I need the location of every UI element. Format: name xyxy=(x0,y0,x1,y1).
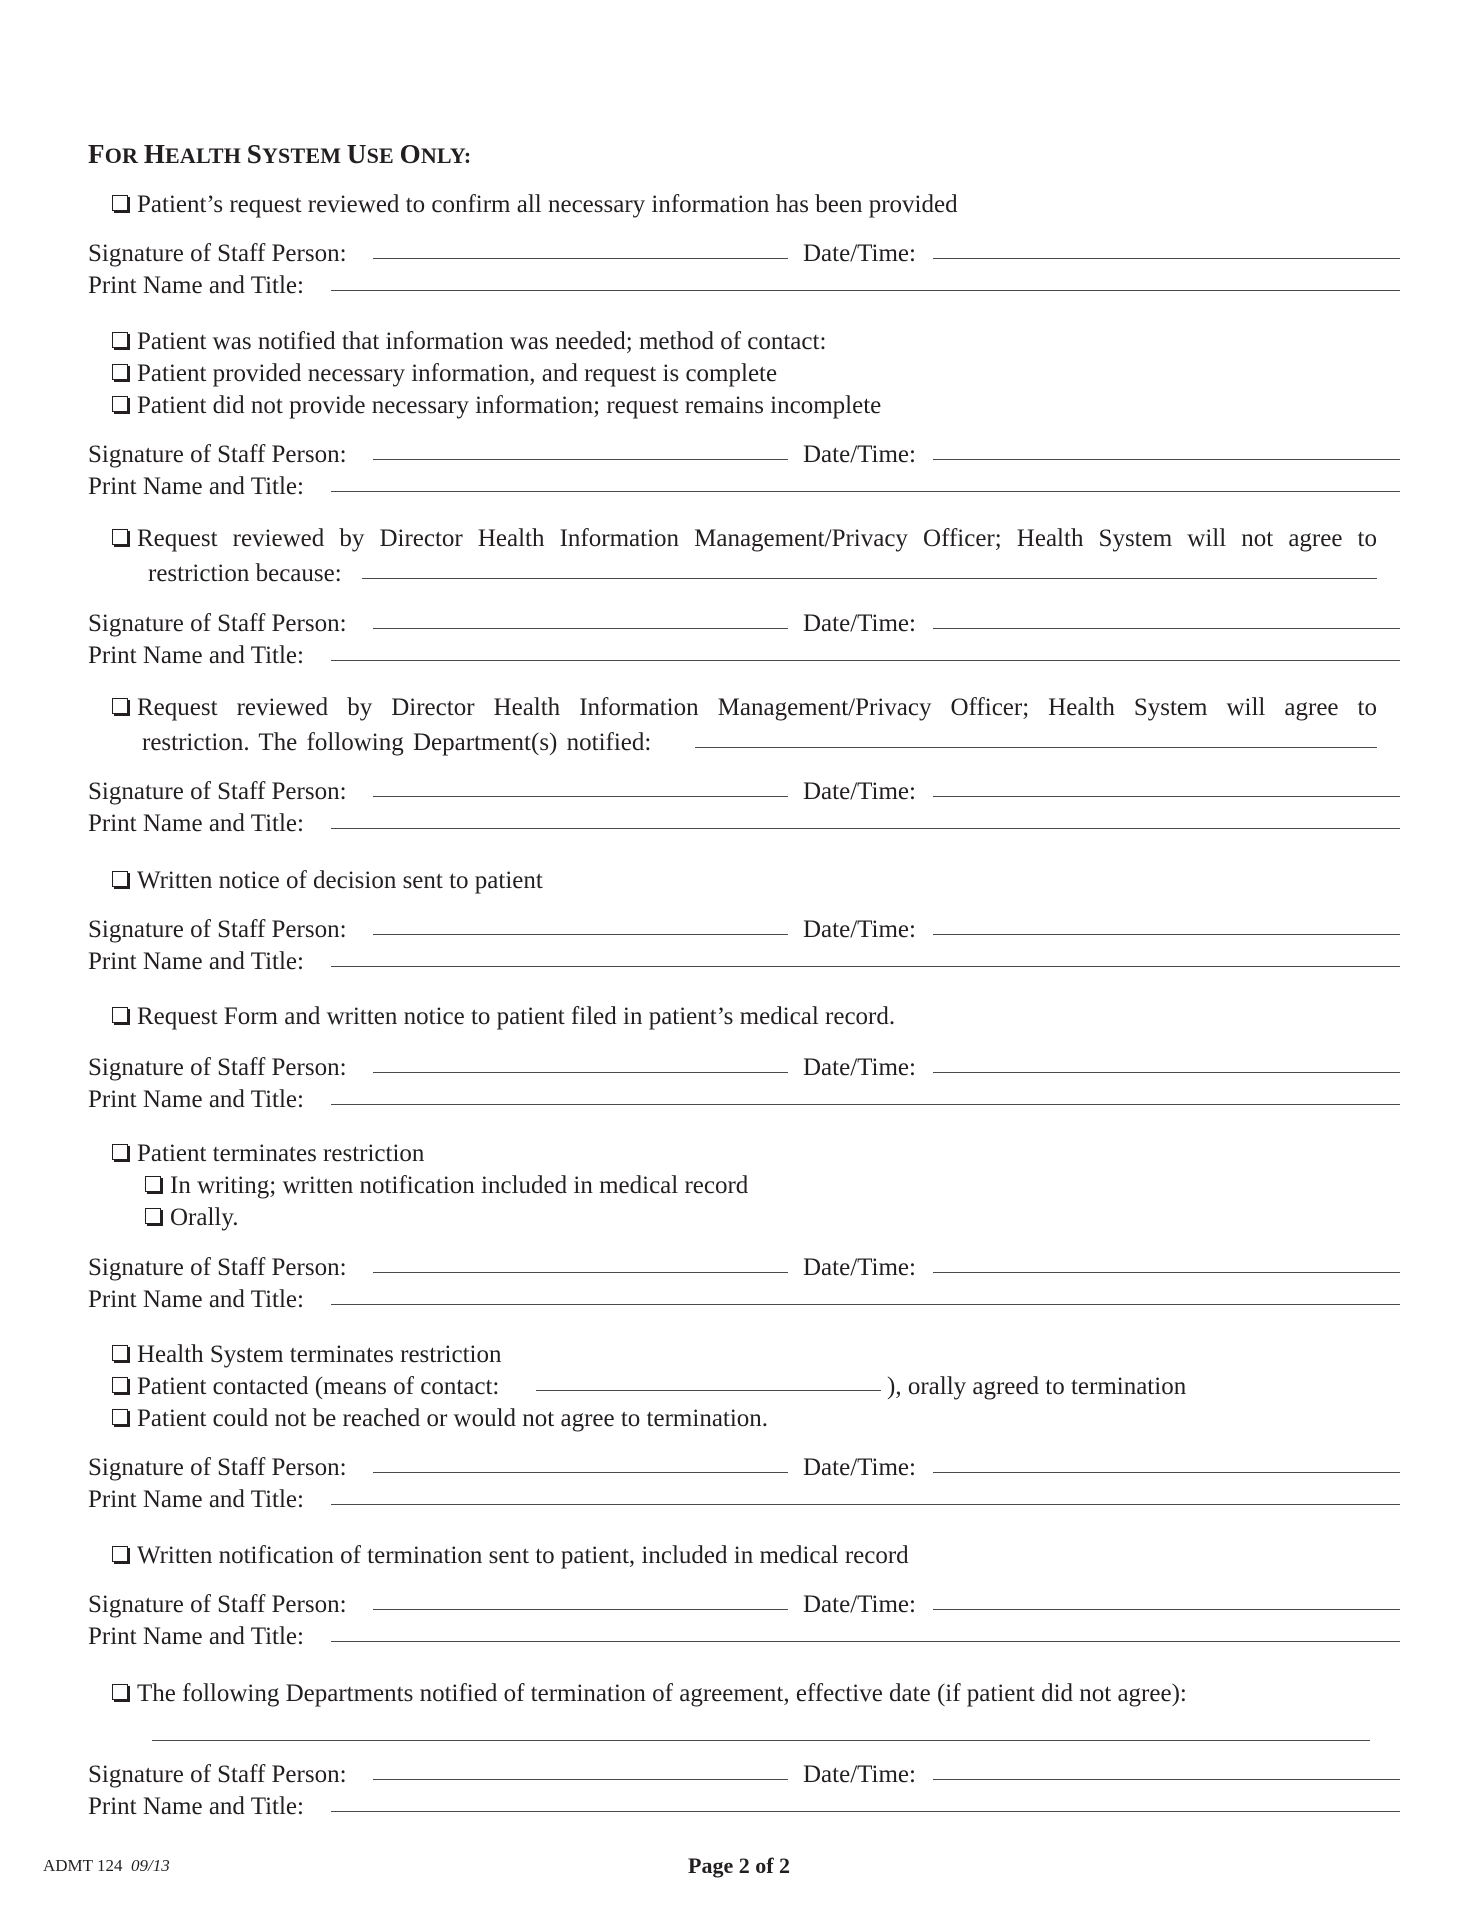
datetime-label: Date/Time: xyxy=(803,441,916,468)
form-revision-date: 09/13 xyxy=(131,1856,170,1875)
signature-label: Signature of Staff Person: xyxy=(88,1454,347,1481)
datetime-field[interactable] xyxy=(933,258,1400,259)
datetime-label: Date/Time: xyxy=(803,1254,916,1281)
heading-word: EALTH xyxy=(165,143,242,168)
checkbox-item-not-provided xyxy=(112,393,881,418)
datetime-field[interactable] xyxy=(933,459,1400,460)
means-of-contact-field[interactable] xyxy=(536,1390,881,1391)
datetime-label: Date/Time: xyxy=(803,240,916,267)
signature-field[interactable] xyxy=(373,1472,788,1473)
datetime-label: Date/Time: xyxy=(803,610,916,637)
checkbox[interactable] xyxy=(112,364,128,380)
signature-label: Signature of Staff Person: xyxy=(88,610,347,637)
signature-field[interactable] xyxy=(373,258,788,259)
heading-letter: U xyxy=(346,139,367,169)
checkbox[interactable] xyxy=(112,1684,128,1700)
checkbox[interactable] xyxy=(145,1208,161,1224)
datetime-field[interactable] xyxy=(933,1609,1400,1610)
checkbox-label: Request reviewed by Director Health Information Management/Privacy Officer; Health System will agree to xyxy=(137,694,1377,721)
datetime-label: Date/Time: xyxy=(803,778,916,805)
signature-label: Signature of Staff Person: xyxy=(88,1591,347,1618)
heading-letter: H xyxy=(143,139,166,169)
signature-field[interactable] xyxy=(373,796,788,797)
checkbox-label: Patient was notified that information was needed; method of contact: xyxy=(137,328,827,355)
datetime-field[interactable] xyxy=(933,934,1400,935)
print-name-field[interactable] xyxy=(331,660,1400,661)
print-name-field[interactable] xyxy=(331,1304,1400,1305)
print-name-label: Print Name and Title: xyxy=(88,642,304,669)
signature-field[interactable] xyxy=(373,1072,788,1073)
signature-field[interactable] xyxy=(373,1609,788,1610)
print-name-label: Print Name and Title: xyxy=(88,1623,304,1650)
print-name-label: Print Name and Title: xyxy=(88,810,304,837)
checkbox-label: Request Form and written notice to patient filed in patient’s medical record. xyxy=(137,1003,896,1030)
datetime-label: Date/Time: xyxy=(803,916,916,943)
print-name-field[interactable] xyxy=(331,828,1400,829)
page-number: Page 2 of 2 xyxy=(688,1853,791,1878)
checkbox-item-provided xyxy=(112,361,777,386)
signature-label: Signature of Staff Person: xyxy=(88,916,347,943)
checkbox-item-hs-terminates xyxy=(112,1342,502,1367)
checkbox-label: Patient could not be reached or would not agree to termination. xyxy=(137,1405,769,1432)
print-name-field[interactable] xyxy=(331,1641,1400,1642)
print-name-label: Print Name and Title: xyxy=(88,1793,304,1820)
checkbox[interactable] xyxy=(112,1409,128,1425)
signature-label: Signature of Staff Person: xyxy=(88,1761,347,1788)
signature-label: Signature of Staff Person: xyxy=(88,240,347,267)
checkbox[interactable] xyxy=(112,1377,128,1393)
checkbox[interactable] xyxy=(112,195,128,211)
checkbox-item-notified xyxy=(112,329,826,354)
checkbox-label: Written notification of termination sent to patient, included in medical record xyxy=(137,1542,909,1569)
signature-field[interactable] xyxy=(373,459,788,460)
print-name-field[interactable] xyxy=(331,1504,1400,1505)
checkbox-label: Patient terminates restriction xyxy=(137,1140,425,1167)
checkbox-item-filed xyxy=(112,1004,895,1029)
checkbox-item-orally xyxy=(145,1205,239,1230)
signature-label: Signature of Staff Person: xyxy=(88,1054,347,1081)
checkbox-item-depts-notified xyxy=(112,1681,1187,1706)
heading-letter: O xyxy=(399,139,421,169)
checkbox-item-contacted xyxy=(112,1374,499,1399)
print-name-label: Print Name and Title: xyxy=(88,473,304,500)
print-name-field[interactable] xyxy=(331,1104,1400,1105)
datetime-label: Date/Time: xyxy=(803,1591,916,1618)
signature-label: Signature of Staff Person: xyxy=(88,778,347,805)
checkbox-item-not-reached xyxy=(112,1406,768,1431)
checkbox[interactable] xyxy=(112,871,128,887)
heading-word: SE xyxy=(366,143,394,168)
datetime-label: Date/Time: xyxy=(803,1054,916,1081)
signature-field[interactable] xyxy=(373,1779,788,1780)
print-name-field[interactable] xyxy=(331,1811,1400,1812)
datetime-label: Date/Time: xyxy=(803,1454,916,1481)
datetime-field[interactable] xyxy=(933,796,1400,797)
datetime-field[interactable] xyxy=(933,1072,1400,1073)
checkbox-label: Patient’s request reviewed to confirm all necessary information has been provided xyxy=(137,191,958,218)
datetime-field[interactable] xyxy=(933,1779,1400,1780)
heading-letter: F xyxy=(88,139,105,169)
print-name-label: Print Name and Title: xyxy=(88,948,304,975)
checkbox-item-reviewed xyxy=(112,192,958,217)
heading-word: NLY: xyxy=(420,143,472,168)
signature-field[interactable] xyxy=(373,628,788,629)
departments-termination-field[interactable] xyxy=(152,1740,1370,1741)
signature-label: Signature of Staff Person: xyxy=(88,441,347,468)
checkbox-label: Written notice of decision sent to patient xyxy=(137,867,543,894)
print-name-field[interactable] xyxy=(331,491,1400,492)
checkbox[interactable] xyxy=(145,1176,161,1192)
checkbox[interactable] xyxy=(112,1144,128,1160)
datetime-field[interactable] xyxy=(933,628,1400,629)
checkbox-item-written-notice xyxy=(112,868,543,893)
signature-field[interactable] xyxy=(373,934,788,935)
form-code xyxy=(43,1856,170,1876)
checkbox-item-termination-sent xyxy=(112,1543,909,1568)
print-name-label: Print Name and Title: xyxy=(88,1086,304,1113)
checkbox[interactable] xyxy=(112,1345,128,1361)
section-heading xyxy=(88,139,471,170)
print-name-label: Print Name and Title: xyxy=(88,1486,304,1513)
print-name-label: Print Name and Title: xyxy=(88,1286,304,1313)
checkbox[interactable] xyxy=(112,529,128,545)
checkbox-item-in-writing xyxy=(145,1173,748,1198)
checkbox-item-will-agree xyxy=(112,692,1377,724)
print-name-field[interactable] xyxy=(331,290,1400,291)
checkbox-label: The following Departments notified of termination of agreement, effective date (if patient did not agree): xyxy=(137,1680,1187,1707)
departments-notified-label: restriction. The following Department(s) notified: xyxy=(142,729,652,756)
signature-label: Signature of Staff Person: xyxy=(88,1254,347,1281)
heading-letter: S xyxy=(246,139,262,169)
print-name-field[interactable] xyxy=(331,966,1400,967)
checkbox-label: Orally. xyxy=(170,1204,239,1231)
checkbox-label: Health System terminates restriction xyxy=(137,1341,502,1368)
checkbox-label: Patient did not provide necessary information; request remains incomplete xyxy=(137,392,882,419)
checkbox[interactable] xyxy=(112,1007,128,1023)
contacted-suffix-label: ), orally agreed to termination xyxy=(887,1373,1187,1400)
checkbox-label: Patient provided necessary information, and request is complete xyxy=(137,360,778,387)
checkbox[interactable] xyxy=(112,332,128,348)
restriction-because-label: restriction because: xyxy=(148,560,342,587)
heading-word: OR xyxy=(104,143,139,168)
checkbox[interactable] xyxy=(112,1546,128,1562)
checkbox-label: In writing; written notification included in medical record xyxy=(170,1172,749,1199)
departments-notified-field[interactable] xyxy=(695,747,1377,748)
checkbox-item-patient-terminates xyxy=(112,1141,424,1166)
heading-word: YSTEM xyxy=(261,143,342,168)
datetime-field[interactable] xyxy=(933,1472,1400,1473)
datetime-field[interactable] xyxy=(933,1272,1400,1273)
signature-field[interactable] xyxy=(373,1272,788,1273)
checkbox-label: Request reviewed by Director Health Information Management/Privacy Officer; Health System will not agree to xyxy=(137,525,1377,552)
form-code-number: ADMT 124 xyxy=(43,1856,123,1875)
checkbox-item-will-not-agree xyxy=(112,523,1377,555)
checkbox[interactable] xyxy=(112,396,128,412)
datetime-label: Date/Time: xyxy=(803,1761,916,1788)
checkbox-label: Patient contacted (means of contact: xyxy=(137,1373,500,1400)
print-name-label: Print Name and Title: xyxy=(88,272,304,299)
checkbox[interactable] xyxy=(112,698,128,714)
restriction-because-field[interactable] xyxy=(362,578,1377,579)
